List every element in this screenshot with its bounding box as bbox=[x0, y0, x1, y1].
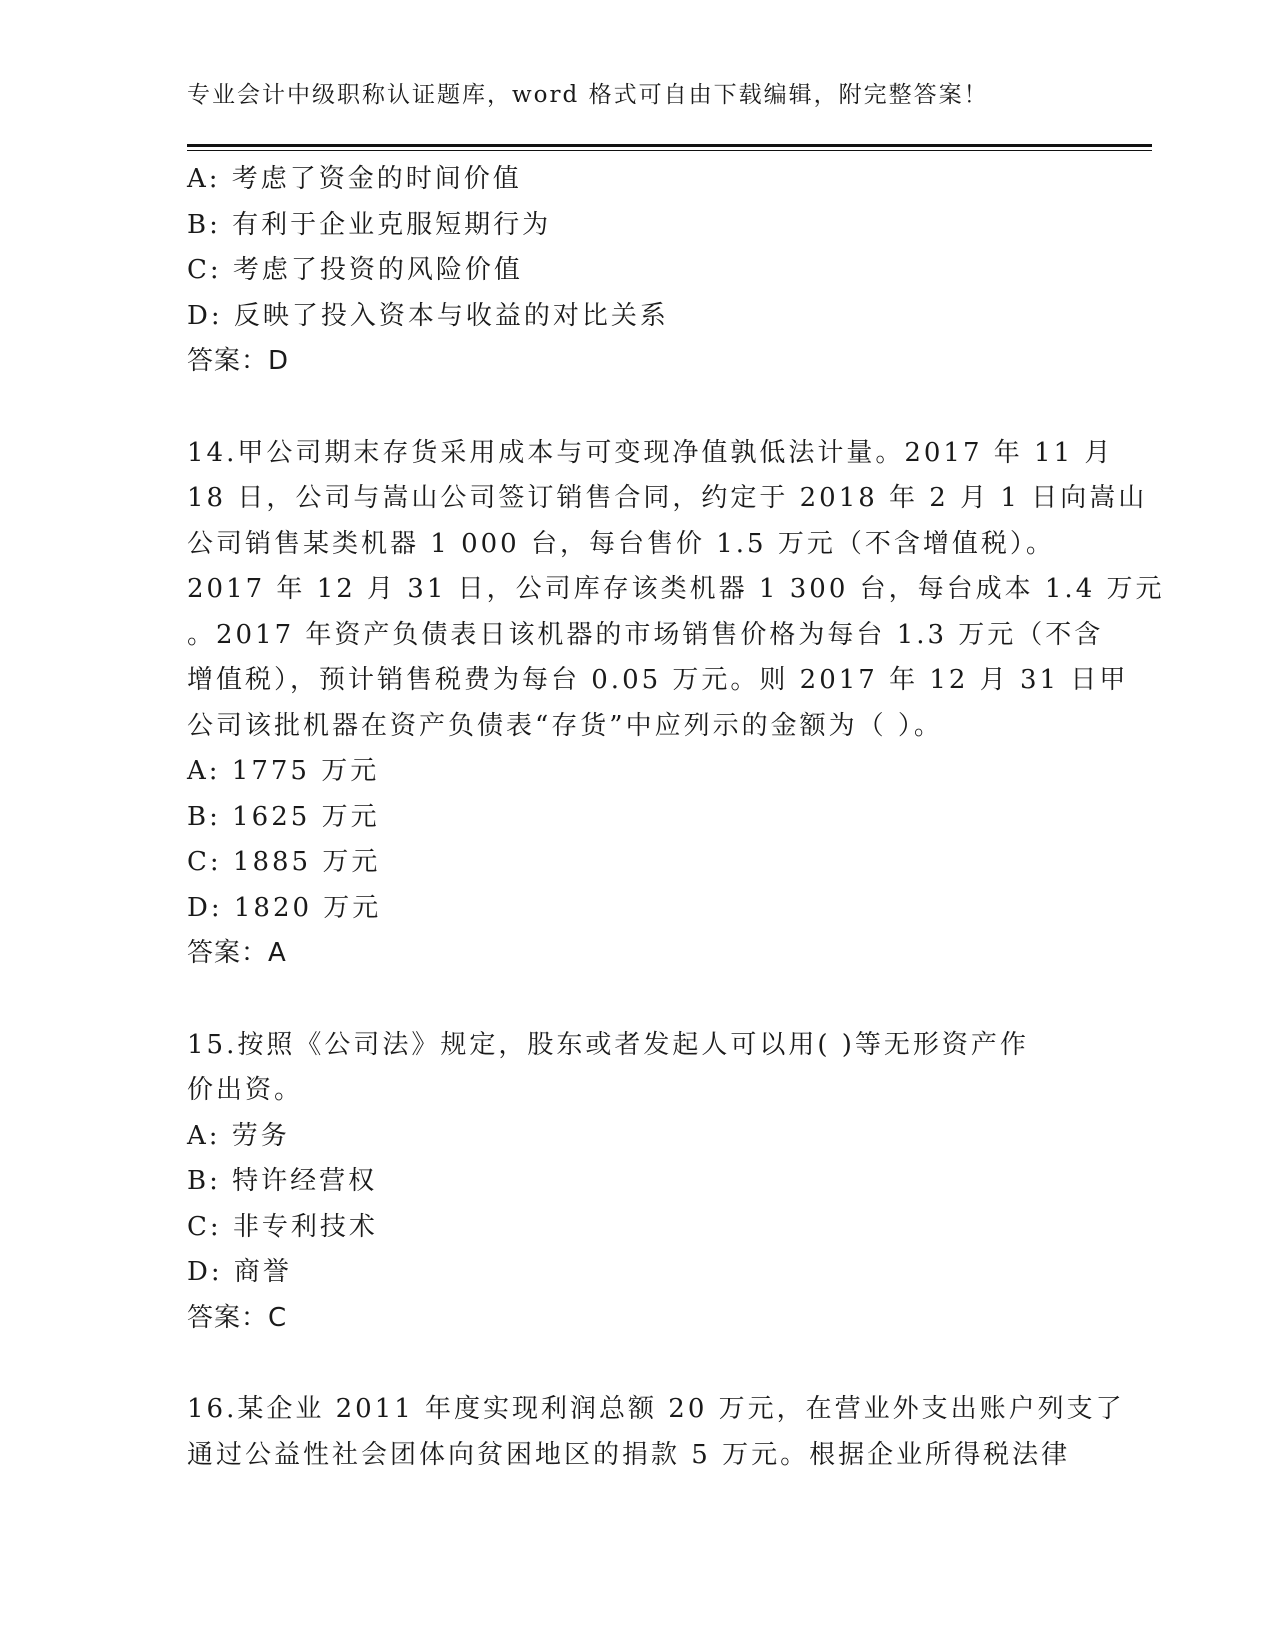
question-text-line: 。2017 年资产负债表日该机器的市场销售价格为每台 1.3 万元（不含 bbox=[187, 619, 1104, 650]
option-a: A: 劳务 bbox=[187, 1120, 290, 1151]
answer: 答案：C bbox=[187, 1302, 288, 1333]
option-c: C: 非专利技术 bbox=[187, 1211, 378, 1242]
question-text-line: 16.某企业 2011 年度实现利润总额 20 万元，在营业外支出账户列支了 bbox=[187, 1394, 1125, 1424]
question-text-line: 通过公益性社会团体向贫困地区的捐款 5 万元。根据企业所得税法律 bbox=[187, 1439, 1071, 1470]
option-b: B: 特许经营权 bbox=[187, 1166, 378, 1196]
spacer bbox=[187, 1341, 1087, 1387]
option-d: D: 商誉 bbox=[187, 1257, 292, 1287]
question-text-line: 15.按照《公司法》规定，股东或者发起人可以用( )等无形资产作 bbox=[187, 1029, 1029, 1060]
question-text-line: 14.甲公司期末存货采用成本与可变现净值孰低法计量。2017 年 11 月 bbox=[187, 437, 1114, 468]
question-text-line: 18 日，公司与嵩山公司签订销售合同，约定于 2018 年 2 月 1 日向嵩山 bbox=[187, 483, 1148, 513]
option-a: A: 1775 万元 bbox=[187, 756, 380, 786]
option-b: B: 1625 万元 bbox=[187, 801, 380, 832]
spacer bbox=[187, 385, 1087, 431]
question-14 bbox=[187, 431, 1165, 977]
answer: 答案：A bbox=[187, 938, 287, 968]
header-rule-thick bbox=[187, 144, 1152, 147]
option-c: C: 1885 万元 bbox=[187, 847, 381, 877]
question-13 bbox=[187, 157, 1087, 385]
question-text-line: 2017 年 12 月 31 日，公司库存该类机器 1 300 台，每台成本 1.4 万元 bbox=[187, 574, 1165, 604]
option-d: D: 1820 万元 bbox=[187, 892, 382, 923]
question-text-line: 公司该批机器在资产负债表“存货”中应列示的金额为（ ）。 bbox=[187, 710, 943, 741]
option-d: D: 反映了投入资本与收益的对比关系 bbox=[187, 300, 669, 331]
question-content bbox=[187, 157, 1165, 1478]
option-b: B: 有利于企业克服短期行为 bbox=[187, 209, 552, 240]
answer: 答案：D bbox=[187, 346, 290, 376]
question-text-line: 公司销售某类机器 1 000 台，每台售价 1.5 万元（不含增值税）。 bbox=[187, 528, 1055, 559]
page-header: 专业会计中级职称认证题库，word 格式可自由下载编辑，附完整答案！ bbox=[187, 82, 989, 108]
spacer bbox=[187, 977, 1087, 1023]
option-c: C: 考虑了投资的风险价值 bbox=[187, 255, 523, 285]
option-a: A: 考虑了资金的时间价值 bbox=[187, 164, 522, 194]
header-rule-thin bbox=[187, 150, 1152, 151]
question-text-line: 增值税），预计销售税费为每台 0.05 万元。则 2017 年 12 月 31 日甲 bbox=[187, 665, 1129, 695]
question-16 bbox=[187, 1387, 1125, 1478]
question-15 bbox=[187, 1023, 1087, 1342]
question-text-line: 价出资。 bbox=[187, 1075, 304, 1105]
